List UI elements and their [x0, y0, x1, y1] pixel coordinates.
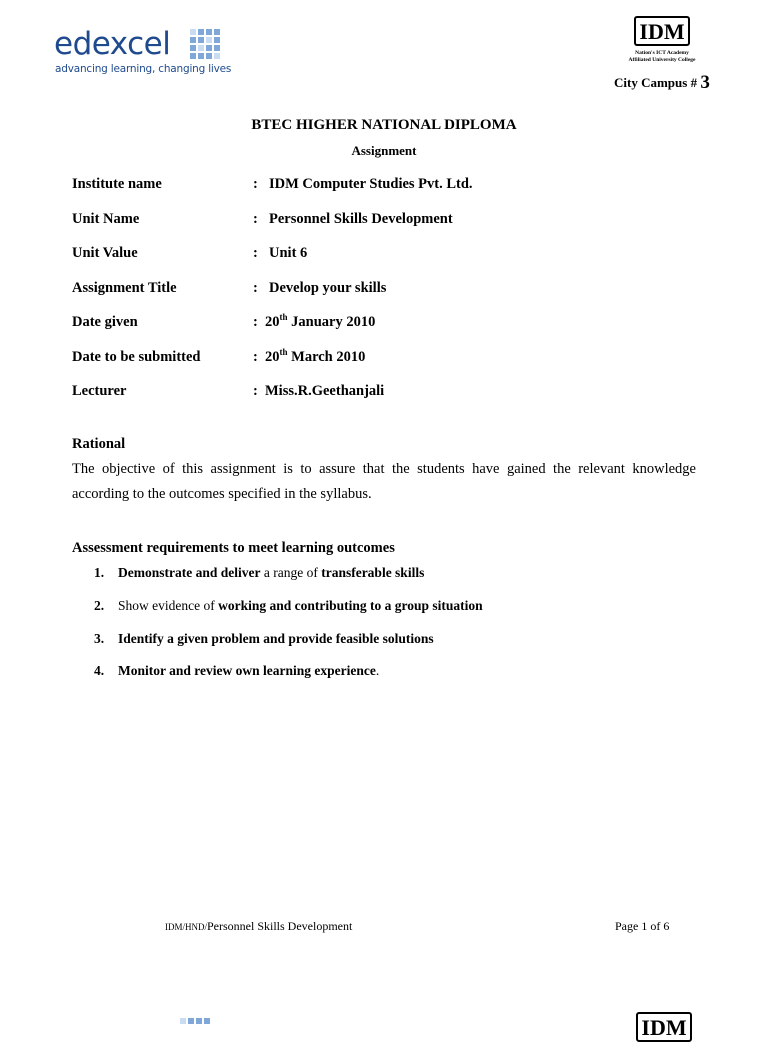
idm-tagline-2: Affiliated University College [628, 57, 696, 63]
rational-line-2: according to the outcomes specified in the syllabus. [72, 486, 372, 502]
outcome-text: Show evidence of working and contributing to a group situation [118, 598, 483, 613]
footer-doc-name: Personnel Skills Development [207, 919, 353, 933]
edexcel-grid-icon [190, 29, 220, 59]
info-label: Assignment Title [72, 280, 177, 296]
info-label: Lecturer [72, 383, 127, 399]
page-number: Page 1 of 6 [615, 919, 670, 933]
next-page-idm-logo: IDM [636, 1012, 692, 1042]
edexcel-tagline: advancing learning, changing lives [55, 63, 232, 75]
info-value [265, 314, 375, 331]
outcome-number: 4. [94, 663, 105, 678]
info-value: Unit 6 [269, 245, 308, 261]
outcome-number: 3. [94, 631, 105, 646]
info-colon: : [253, 245, 258, 261]
date-ordinal: th [279, 347, 288, 357]
rational-line-1: The objective of this assignment is to assure that the students have gained the relevant knowledge [72, 461, 696, 477]
info-colon: : [253, 280, 258, 296]
idm-logo-box: IDM [634, 16, 690, 46]
info-value [265, 349, 365, 366]
info-label: Date to be submitted [72, 349, 201, 365]
rational-heading: Rational [72, 436, 126, 452]
info-value: Develop your skills [269, 280, 387, 296]
outcome-number: 1. [94, 565, 105, 580]
rational-paragraph [72, 457, 696, 507]
document-subtitle: Assignment [351, 143, 417, 158]
idm-tagline-1: Nation's ICT Academy [635, 50, 689, 56]
info-value: Miss.R.Geethanjali [265, 383, 385, 399]
info-label: Unit Value [72, 245, 138, 261]
info-value: IDM Computer Studies Pvt. Ltd. [269, 176, 473, 192]
info-label: Date given [72, 314, 138, 330]
date-day: 20 [265, 314, 280, 330]
edexcel-logo [54, 26, 234, 80]
info-colon: : [253, 349, 258, 365]
outcome-text: Identify a given problem and provide feasible solutions [118, 631, 434, 646]
info-colon: : [253, 211, 258, 227]
campus-label-text: City Campus # [614, 75, 698, 90]
info-value: Personnel Skills Development [269, 211, 453, 227]
date-ordinal: th [279, 312, 288, 322]
footer-prefix: IDM/HND/ [165, 922, 207, 932]
date-day: 20 [265, 349, 280, 365]
document-title: BTEC HIGHER NATIONAL DIPLOMA [251, 117, 517, 133]
outcome-text: Demonstrate and deliver a range of transferable skills [118, 565, 425, 580]
date-rest: January 2010 [287, 314, 376, 330]
info-colon: : [253, 383, 258, 399]
date-rest: March 2010 [287, 349, 366, 365]
info-label: Institute name [72, 176, 162, 192]
footer-document-name [165, 919, 352, 934]
info-colon: : [253, 176, 258, 192]
campus-label [614, 72, 710, 94]
outcome-number: 2. [94, 598, 105, 613]
idm-logo [622, 16, 716, 72]
outcomes-heading: Assessment requirements to meet learning outcomes [72, 540, 395, 556]
campus-number: 3 [700, 72, 710, 93]
outcome-text: Monitor and review own learning experience. [118, 663, 380, 678]
info-label: Unit Name [72, 211, 140, 227]
edexcel-grid-icon [180, 1018, 210, 1048]
edexcel-wordmark: edexcel [54, 26, 171, 62]
info-colon: : [253, 314, 258, 330]
